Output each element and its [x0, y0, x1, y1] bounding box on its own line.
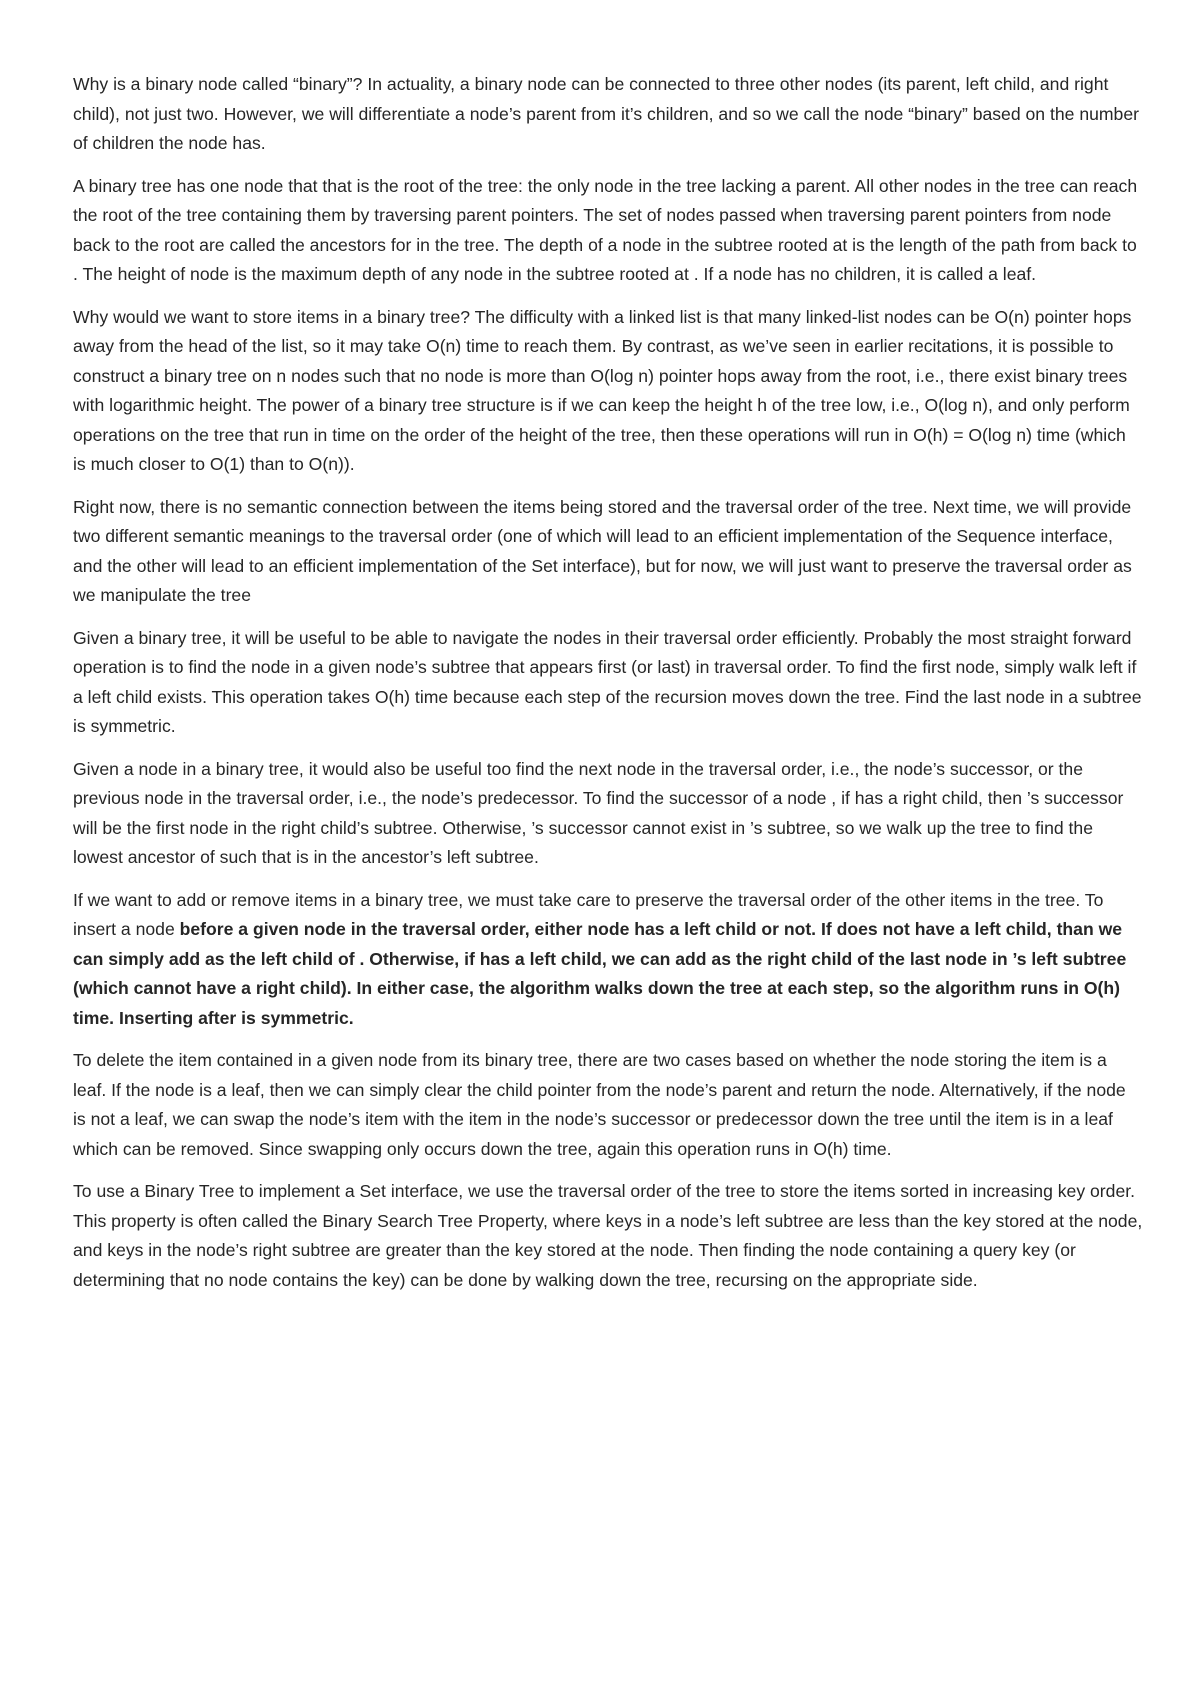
paragraph-set-interface: [73, 1177, 1143, 1295]
paragraph-binary-node-name: [73, 70, 1143, 159]
paragraph-semantic-connection: [73, 493, 1143, 611]
paragraph-insert-node: [73, 886, 1143, 1034]
paragraph-text: Given a node in a binary tree, it would also be useful too find the next node in the traversal order, i.e., the node’s successor, or the previous node in the traversal order, i.e., the node’s predecessor. To find the successor of a node , if has a right child, then ’s successor will be the first node in the right child’s subtree. Otherwise, ’s successor cannot exist in ’s subtree, so we walk up the tree to find the lowest ancestor of such that is in the ancestor’s left subtree.: [73, 758, 1124, 867]
paragraph-text: To use a Binary Tree to implement a Set interface, we use the traversal order of the tree to store the items sorted in increasing key order. This property is often called the Binary Search Tree Property, where keys in a node’s left subtree are less than the key stored at the node, and keys in the node’s right subtree are greater than the key stored at the node. Then finding the node containing a query key (or determining that no node contains the key) can be done by walking down the tree, recursing on the appropriate side.: [73, 1181, 1143, 1290]
paragraph-text: Right now, there is no semantic connection between the items being stored and the traversal order of the tree. Next time, we will provide two different semantic meanings to the traversal order (one of which will lead to an efficient implementation of the Sequence interface, and the other will lead to an efficient implementation of the Set interface), but for now, we will just want to preserve the traversal order as we manipulate the tree: [73, 496, 1132, 605]
paragraph-why-binary-tree: [73, 303, 1143, 480]
paragraph-navigate-traversal: [73, 624, 1143, 742]
paragraph-successor-predecessor: [73, 755, 1143, 873]
paragraph-text: Why is a binary node called “binary”? In actuality, a binary node can be connected to three other nodes (its parent, left child, and right child), not just two. However, we will differentiate a node’s parent from it’s children, and so we call the node “binary” based on the number of children the node has.: [73, 74, 1139, 153]
paragraph-bold-text: before a given node in the traversal order, either node has a left child or not. If does not have a left child, than we can simply add as the left child of . Otherwise, if has a left child, we can add as the right child of the last node in ’s left subtree (which cannot have a right child). In either case, the algorithm walks down the tree at each step, so the algorithm runs in O(h) time. Inserting after is symmetric.: [73, 919, 1127, 1028]
paragraph-binary-tree-root: [73, 172, 1143, 290]
paragraph-text: A binary tree has one node that that is the root of the tree: the only node in the tree lacking a parent. All other nodes in the tree can reach the root of the tree containing them by traversing parent pointers. The set of nodes passed when traversing parent pointers from node back to the root are called the ancestors for in the tree. The depth of a node in the subtree rooted at is the length of the path from back to . The height of node is the maximum depth of any node in the subtree rooted at . If a node has no children, it is called a leaf.: [73, 175, 1138, 284]
paragraph-text: Why would we want to store items in a binary tree? The difficulty with a linked list is that many linked-list nodes can be O(n) pointer hops away from the head of the list, so it may take O(n) time to reach them. By contrast, as we’ve seen in earlier recitations, it is possible to construct a binary tree on n nodes such that no node is more than O(log n) pointer hops away from the root, i.e., there exist binary trees with logarithmic height. The power of a binary tree structure is if we can keep the height h of the tree low, i.e., O(log n), and only perform operations on the tree that run in time on the order of the height of the tree, then these operations will run in O(h) = O(log n) time (which is much closer to O(1) than to O(n)).: [73, 306, 1132, 474]
paragraph-text: If we want to add or remove items in a binary tree, we must take care to preserve the traversal order of the other items in the tree. To insert a node: [73, 889, 1104, 939]
paragraph-text: Given a binary tree, it will be useful to be able to navigate the nodes in their traversal order efficiently. Probably the most straight forward operation is to find the node in a given node’s subtree that appears first (or last) in traversal order. To find the first node, simply walk left if a left child exists. This operation takes O(h) time because each step of the recursion moves down the tree. Find the last node in a subtree is symmetric.: [73, 627, 1142, 736]
paragraph-delete-node: [73, 1046, 1143, 1164]
paragraph-text: To delete the item contained in a given node from its binary tree, there are two cases based on whether the node storing the item is a leaf. If the node is a leaf, then we can simply clear the child pointer from the node’s parent and return the node. Alternatively, if the node is not a leaf, we can swap the node’s item with the item in the node’s successor or predecessor down the tree until the item is in a leaf which can be removed. Since swapping only occurs down the tree, again this operation runs in O(h) time.: [73, 1050, 1126, 1159]
